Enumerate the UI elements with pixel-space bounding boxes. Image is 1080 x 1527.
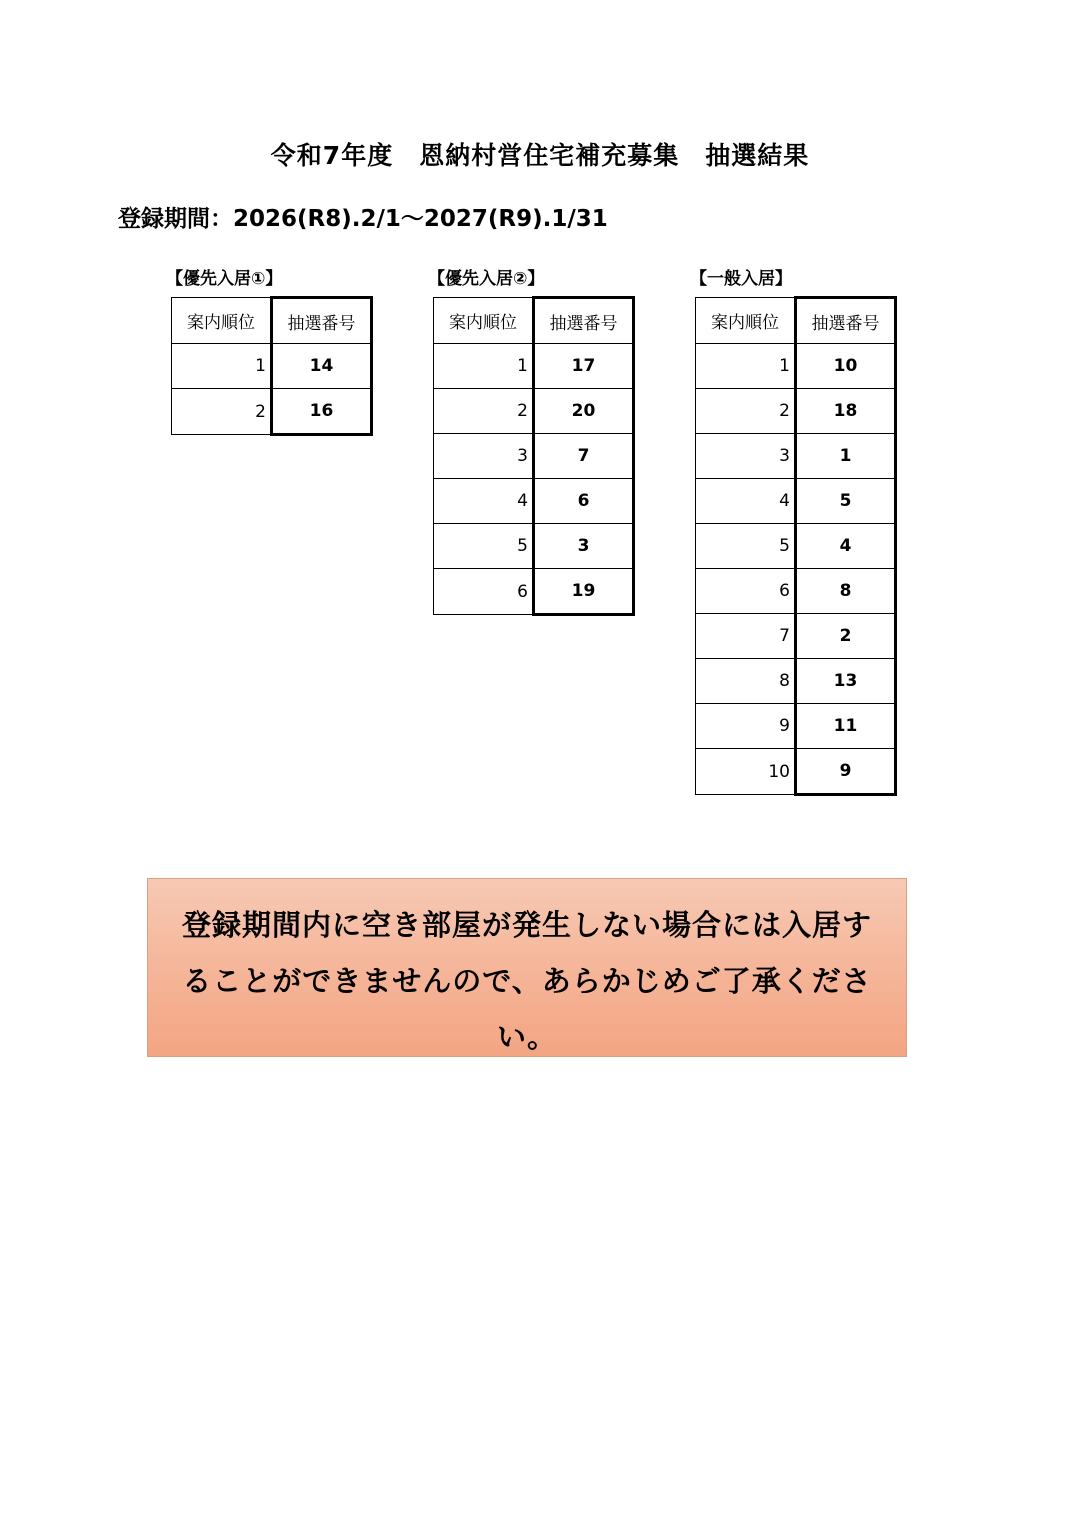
table-row xyxy=(696,749,896,795)
lottery-number-cell: 6 xyxy=(534,479,634,524)
page-title: 令和7年度 恩納村営住宅補充募集 抽選結果 xyxy=(270,141,810,170)
table-row xyxy=(696,479,896,524)
table-row xyxy=(434,389,634,434)
header-order: 案内順位 xyxy=(172,298,272,344)
lottery-table-priority-1 xyxy=(171,296,373,436)
lottery-number-cell: 5 xyxy=(796,479,896,524)
table-row xyxy=(696,704,896,749)
table-row xyxy=(434,524,634,569)
table-row xyxy=(434,344,634,389)
order-cell: 2 xyxy=(172,389,272,435)
table-row xyxy=(696,389,896,434)
lottery-number-cell: 13 xyxy=(796,659,896,704)
lottery-number-cell: 20 xyxy=(534,389,634,434)
lottery-number-cell: 10 xyxy=(796,344,896,389)
table-header-row xyxy=(434,298,634,344)
table-row xyxy=(696,434,896,479)
order-cell: 6 xyxy=(434,569,534,615)
lottery-number-cell: 2 xyxy=(796,614,896,659)
lottery-number-cell: 3 xyxy=(534,524,634,569)
registration-period: 登録期間：2026(R8).2/1～2027(R9).1/31 xyxy=(118,206,608,232)
lottery-number-cell: 18 xyxy=(796,389,896,434)
lottery-table-priority-2 xyxy=(433,296,635,616)
group-label-priority-1: 【優先入居①】 xyxy=(166,269,283,289)
lottery-number-cell: 1 xyxy=(796,434,896,479)
order-cell: 10 xyxy=(696,749,796,795)
order-cell: 4 xyxy=(696,479,796,524)
table-header-row xyxy=(696,298,896,344)
table-row xyxy=(696,659,896,704)
order-cell: 7 xyxy=(696,614,796,659)
lottery-table-general xyxy=(695,296,897,796)
table-row xyxy=(172,389,372,435)
lottery-number-cell: 19 xyxy=(534,569,634,615)
header-order: 案内順位 xyxy=(434,298,534,344)
table-row xyxy=(696,524,896,569)
order-cell: 5 xyxy=(434,524,534,569)
lottery-number-cell: 7 xyxy=(534,434,634,479)
order-cell: 2 xyxy=(434,389,534,434)
header-order: 案内順位 xyxy=(696,298,796,344)
lottery-number-cell: 14 xyxy=(272,344,372,389)
lottery-number-cell: 17 xyxy=(534,344,634,389)
lottery-number-cell: 11 xyxy=(796,704,896,749)
table-row xyxy=(434,569,634,615)
table-row xyxy=(696,614,896,659)
order-cell: 6 xyxy=(696,569,796,614)
lottery-number-cell: 9 xyxy=(796,749,896,795)
order-cell: 2 xyxy=(696,389,796,434)
table-row xyxy=(696,344,896,389)
order-cell: 5 xyxy=(696,524,796,569)
table-header-row xyxy=(172,298,372,344)
order-cell: 1 xyxy=(696,344,796,389)
order-cell: 3 xyxy=(696,434,796,479)
order-cell: 9 xyxy=(696,704,796,749)
header-number: 抽選番号 xyxy=(272,298,372,344)
lottery-number-cell: 8 xyxy=(796,569,896,614)
order-cell: 4 xyxy=(434,479,534,524)
table-row xyxy=(696,569,896,614)
order-cell: 1 xyxy=(172,344,272,389)
header-number: 抽選番号 xyxy=(534,298,634,344)
lottery-number-cell: 16 xyxy=(272,389,372,435)
group-label-general: 【一般入居】 xyxy=(690,269,792,289)
notice-box: 登録期間内に空き部屋が発生しない場合には入居することができませんので、あらかじめご了承ください。 xyxy=(147,878,907,1057)
table-row xyxy=(172,344,372,389)
table-row xyxy=(434,479,634,524)
order-cell: 8 xyxy=(696,659,796,704)
table-row xyxy=(434,434,634,479)
order-cell: 3 xyxy=(434,434,534,479)
header-number: 抽選番号 xyxy=(796,298,896,344)
order-cell: 1 xyxy=(434,344,534,389)
group-label-priority-2: 【優先入居②】 xyxy=(428,269,545,289)
lottery-number-cell: 4 xyxy=(796,524,896,569)
